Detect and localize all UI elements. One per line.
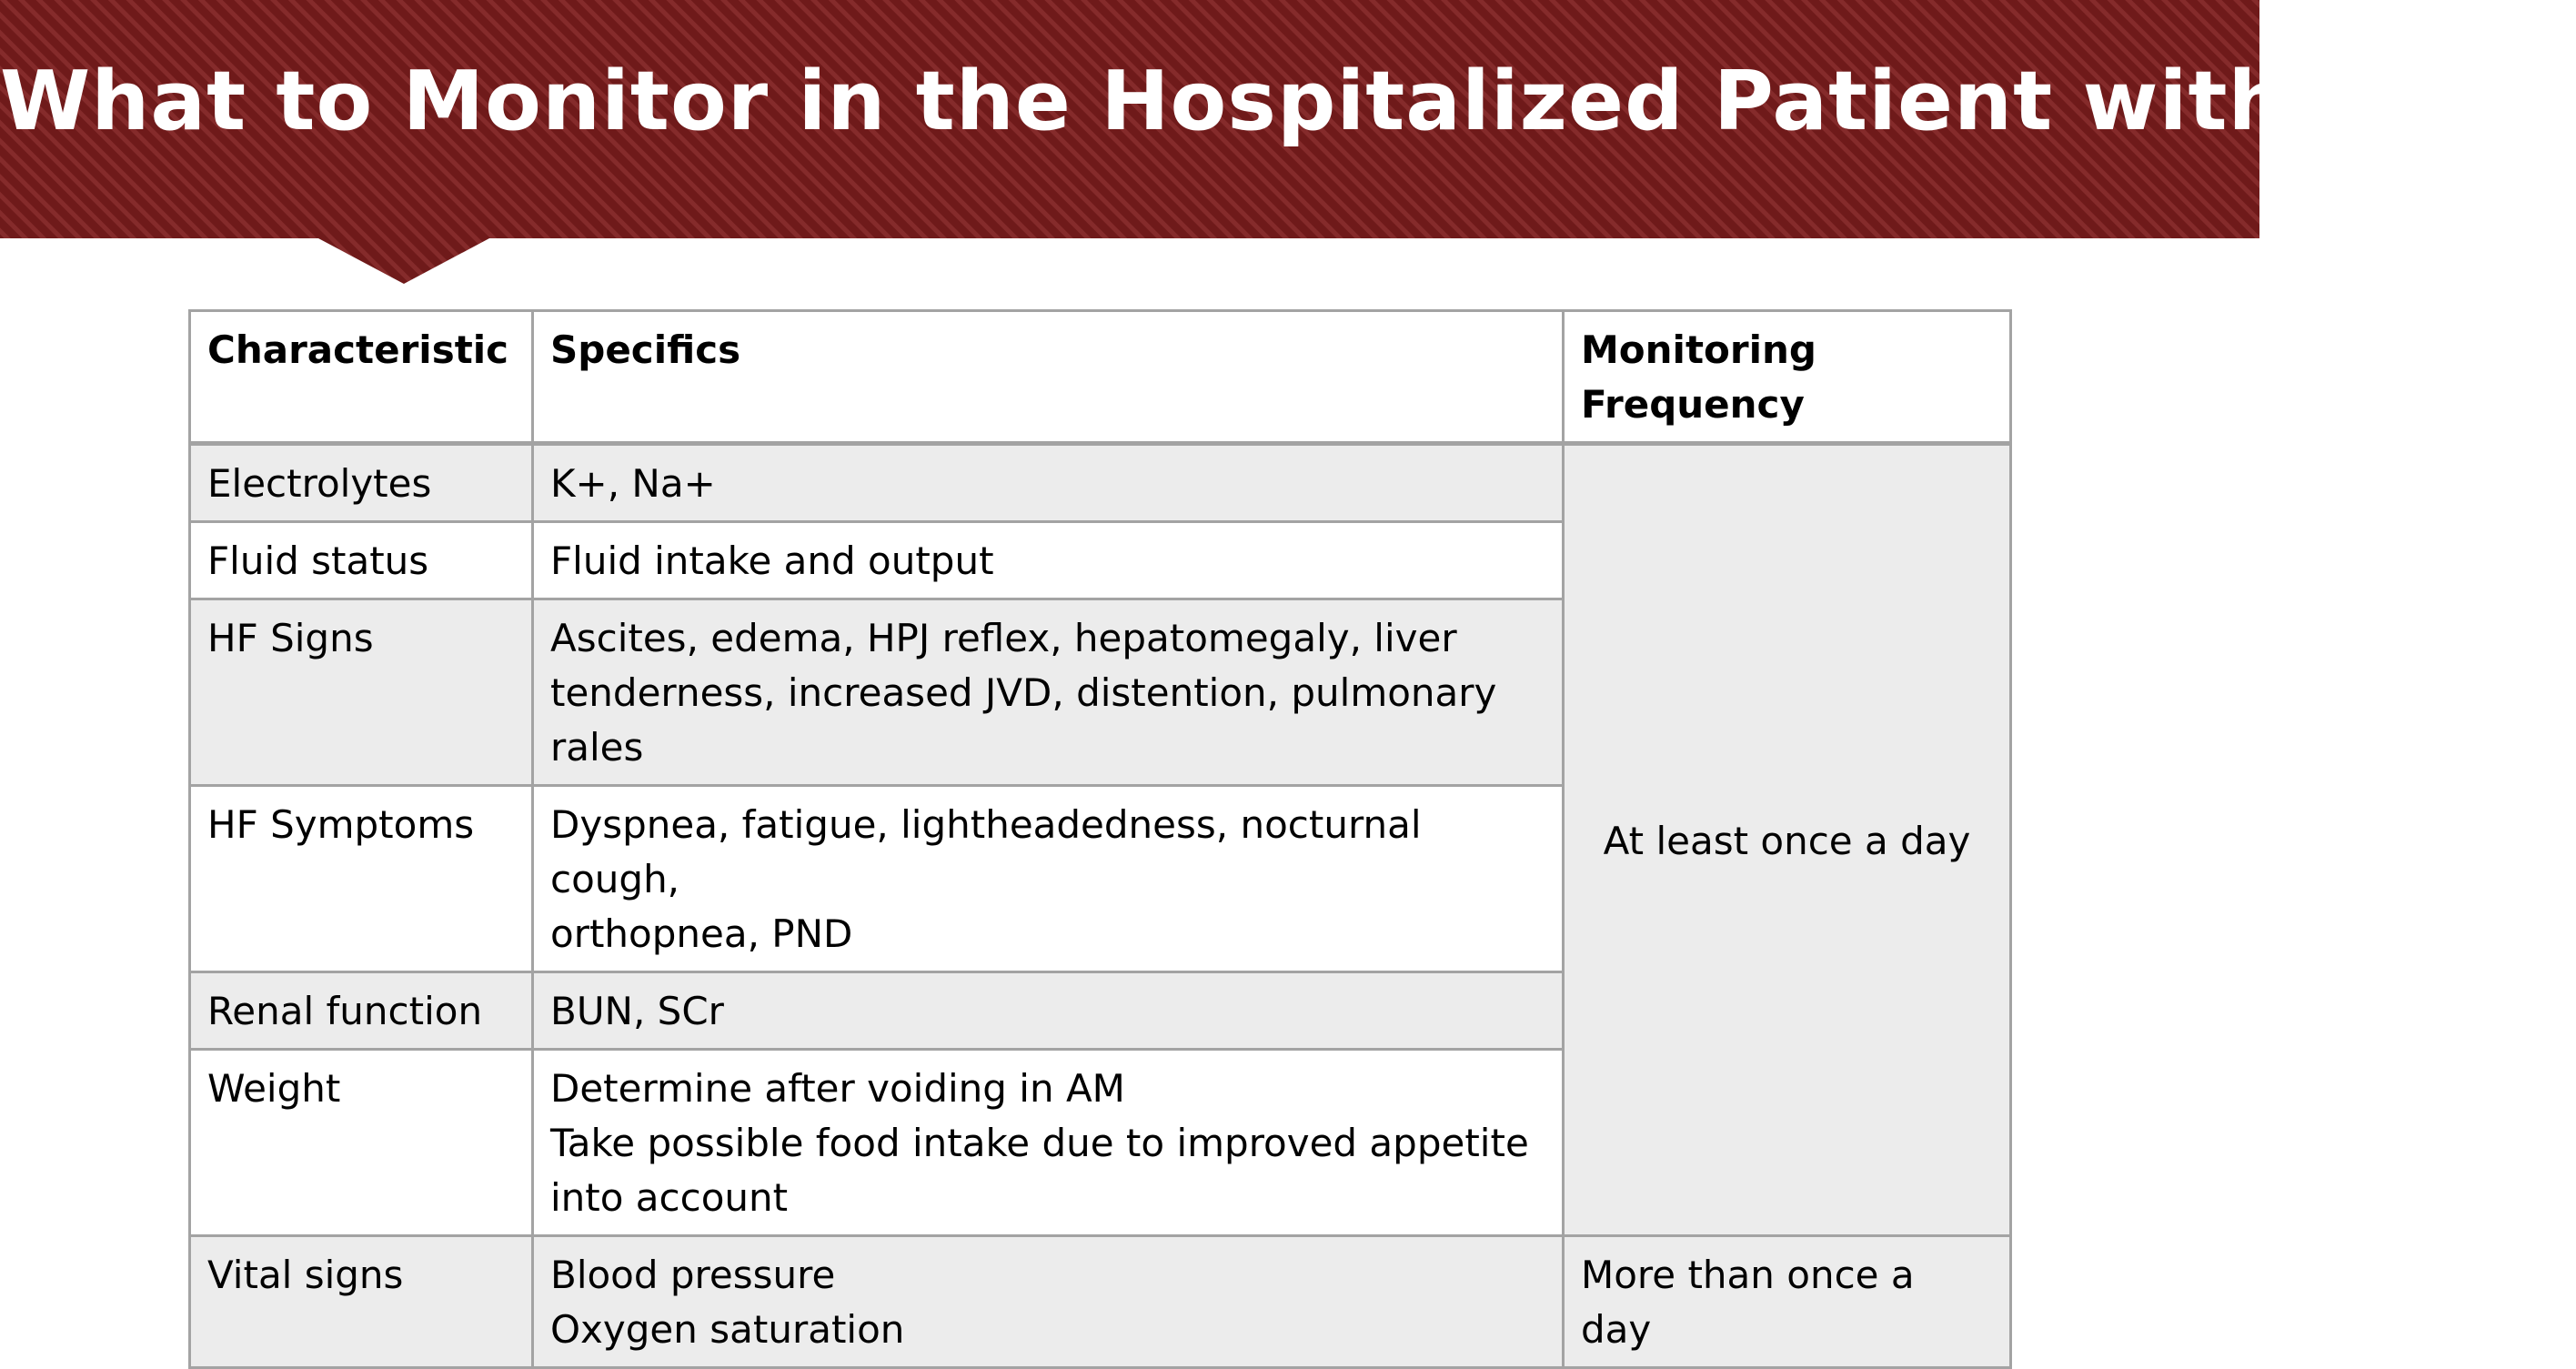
- specifics-line: into account: [550, 1175, 789, 1220]
- cell-specifics: [533, 786, 1564, 972]
- monitoring-table: [188, 309, 2012, 1369]
- cell-frequency-vitals: More than once a day: [1564, 1236, 2011, 1368]
- cell-specifics: [533, 972, 1564, 1050]
- cell-characteristic: HF Symptoms: [190, 786, 533, 972]
- cell-specifics: [533, 1050, 1564, 1236]
- specifics-line: Blood pressure: [550, 1253, 836, 1297]
- cell-specifics: [533, 1236, 1564, 1368]
- specifics-line: Fluid intake and output: [550, 539, 994, 583]
- specifics-line: BUN, SCr: [550, 989, 724, 1033]
- header-characteristic: Characteristic: [190, 311, 533, 444]
- cell-frequency-daily: At least once a day: [1564, 444, 2011, 1236]
- cell-characteristic: Renal function: [190, 972, 533, 1050]
- header-specifics: Specifics: [533, 311, 1564, 444]
- specifics-line: orthopnea, PND: [550, 911, 853, 956]
- specifics-line: Take possible food intake due to improved appetite: [550, 1121, 1529, 1165]
- cell-specifics: [533, 444, 1564, 522]
- specifics-line: K+, Na+: [550, 461, 716, 506]
- specifics-line: Oxygen saturation: [550, 1307, 905, 1352]
- table-header-row: [190, 311, 2011, 444]
- header-monitoring-frequency: Monitoring Frequency: [1564, 311, 2011, 444]
- cell-characteristic: Vital signs: [190, 1236, 533, 1368]
- specifics-line: Determine after voiding in AM: [550, 1066, 1125, 1111]
- table-row: [190, 1236, 2011, 1368]
- specifics-line: Ascites, edema, HPJ reflex, hepatomegaly, liver: [550, 616, 1457, 660]
- cell-specifics: [533, 599, 1564, 786]
- table-row: [190, 444, 2011, 522]
- specifics-line: tenderness, increased JVD, distention, pulmonary rales: [550, 670, 1497, 770]
- specifics-line: Dyspnea, fatigue, lightheadedness, nocturnal cough,: [550, 802, 1422, 901]
- cell-characteristic: Electrolytes: [190, 444, 533, 522]
- cell-characteristic: HF Signs: [190, 599, 533, 786]
- slide-title: What to Monitor in the Hospitalized Patient with ADHF: [0, 54, 2576, 149]
- cell-characteristic: Weight: [190, 1050, 533, 1236]
- cell-characteristic: Fluid status: [190, 522, 533, 599]
- cell-specifics: [533, 522, 1564, 599]
